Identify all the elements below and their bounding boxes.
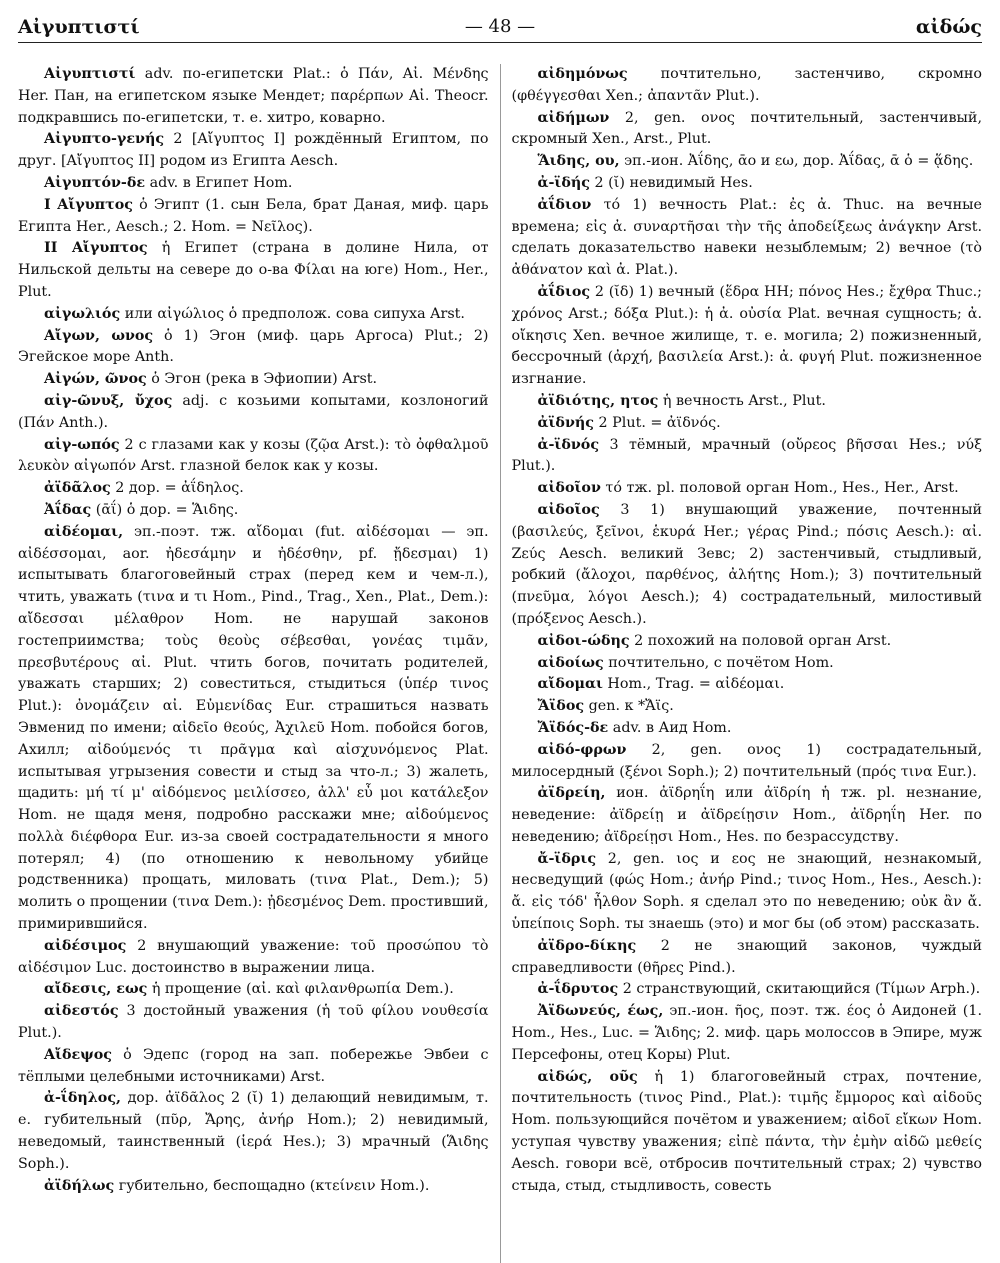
entry-definition: 2, gen. ονος 1) сострадательный, милосердный (ξένοι Soph.); 2) почтительный (πρός τινα Eur.). [511, 741, 982, 780]
entry-definition: 3 тёмный, мрачный (οὔρεος βῆσσαι Hes.; νύξ Plut.). [511, 436, 982, 475]
entry-definition: эп.-ион. Ἀΐδης, ᾱο и εω, дор. Ἀΐδας, ᾱ ὁ = ᾅδης. [619, 153, 974, 170]
dictionary-entry [512, 478, 983, 500]
dictionary-entry [512, 696, 983, 718]
dictionary-entry [512, 936, 983, 980]
dictionary-entry [512, 500, 983, 631]
entry-headword: ἀ-ϊδής [537, 174, 590, 191]
entry-headword: ἀϊδᾶλος [44, 480, 111, 497]
entry-definition: 2 с глазами как у козы (ζῷα Arst.): τὸ ὀφθαλμοῦ λευκὸν αἰγωπόν Arst. глазной белок как у козы. [18, 436, 489, 475]
dictionary-entry [512, 151, 983, 173]
entry-definition: 2 не знающий законов, чуждый справедливости (θῆρες Pind.). [511, 937, 982, 976]
entry-definition: эп.-поэт. тж. αἴδομαι (fut. αἰδέσομαι — эп. αἰδέσσομαι, aor. ἠδεσάμην и ἠδέσθην, pf. ᾔδεσμαι) 1) испытывать благоговейный страх (перед кем и чем-л.), чтить, уважать (τινα и τι Hom., Pind., Trag., Xen., Plat., Dem.): αἴδεσσαι μέλαθρον Hom. не нарушай законов гостеприимства; τοὺς θεοὺς σέβεσθαι, γονέας τιμᾶν, πρεσβυτέρους αἰ. Plut. чтить богов, почитать родителей, уважать старших; 2) совеститься, стыдиться (ὑπέρ τινος Plut.): ὀνομάζειν αἰ. Εὐμενίδας Eur. страшиться назвать Эвменид по имени; αἰδεῖο θεούς, Ἀχιλεῦ Hom. побойся богов, Ахилл; αἰδούμενός τι πρᾶγμα καὶ αἰσχυνόμενος Plat. испытывая угрызения совести и стыд за что-л.; 3) жалеть, щадить: μή τί μ' αἰδόμενος μειλίσσεο, ἀλλ' εὖ μοι κατάλεξον Hom. не щадя меня, подробно расскажи мне; αἰδούμενος πολλὰ διέφθορα Eur. из-за своей сострадательности я много потерял; 4) (по отношению к невольному убийце родственника) прощать, миловать (τινα Plat., Dem.); 5) молить о прощении (τινα Dem.): ᾐδεσμένος Dem. простивший, примирившийся. [18, 523, 489, 933]
dictionary-entry [512, 979, 983, 1001]
dictionary-entry [512, 783, 983, 848]
entry-headword: αἰδοῖον [537, 480, 601, 497]
dictionary-entry [512, 282, 983, 391]
entry-headword: Ἀϊδωνεύς, έως, [537, 1003, 664, 1020]
entry-headword: ἀΐδιον [537, 196, 592, 213]
dictionary-entry [18, 238, 489, 303]
entry-definition: (ᾱΐ) ὁ дор. = Ἅιδης. [91, 501, 239, 518]
entry-definition: 2, gen. ιος и εος не знающий, незнакомый, несведущий (φώς Hom.; ἀνήρ Pind.; τινος Hom., Hes., Aesch.): ἄ. εἰς τόδ' ἦλθον Soph. я сделал это по неведению; οὐκ ἂν ἄ. ὑπείποις Soph. ты знаешь (это) и мог бы (об этом) рассказать. [511, 850, 982, 933]
entry-definition: gen. к *Ἄϊς. [584, 698, 674, 715]
dictionary-entry [18, 1088, 489, 1175]
entry-definition: эп.-ион. ῆος, поэт. тж. έος ὁ Аидоней (1. Hom., Hes., Luc. = Ἅιδης; 2. миф. царь молоссов в Эпире, муж Персефоны, отец Коры) Plut. [511, 1003, 982, 1063]
entry-definition: 3 достойный уважения (ἡ τοῦ φίλου νουθεσία Plut.). [18, 1003, 489, 1042]
entry-headword: Αἴγων, ωνος [44, 327, 154, 344]
entry-headword: αἰδήμων [537, 109, 610, 126]
entry-definition: дор. ἀϊδᾶλος 2 (ῐ) 1) делающий невидимым, т. е. губительный (πῦρ, Ἄρης, ἀνήρ Hom.); 2) невидимый, неведомый, таинственный (ἱερά Hes.); 3) мрачный (Ἅιδης Soph.). [18, 1090, 489, 1172]
entry-definition: губительно, беспощадно (κτείνειν Hom.). [114, 1177, 430, 1194]
entry-definition: почтительно, с почётом Hom. [603, 654, 834, 671]
entry-headword: αἰδοίως [537, 654, 604, 671]
dictionary-entry [512, 631, 983, 653]
entry-definition: adv. в Египет Hom. [145, 174, 293, 191]
dictionary-entry [18, 369, 489, 391]
entry-headword: αἰγωλιός [44, 305, 121, 322]
entry-headword: αἰδέσιμος [44, 937, 127, 954]
dictionary-entry [512, 64, 983, 108]
entry-definition: ὁ Эдепс (город на зап. побережье Эвбеи с тёплыми целебными источниками) Arst. [18, 1046, 489, 1085]
entry-headword: αἰγ-ῶνυξ, ὔχος [44, 392, 173, 409]
entry-headword: Ἄϊδός-δε [537, 719, 609, 736]
entry-definition: ὁ 1) Эгон (миф. царь Аргоса) Plut.; 2) Эгейское море Anth. [18, 327, 489, 366]
entry-definition: adv. по-египетски Plat.: ὁ Πάν, Αἰ. Μένδης Her. Пан, на египетском языке Мендет; παρέρπων Αἰ. Theocr. подкравшись по-египетски, т. е. хитро, коварно. [18, 66, 489, 126]
entry-definition: Hom., Trag. = αἰδέομαι. [602, 676, 785, 693]
dictionary-entry [18, 522, 489, 936]
dictionary-entry [512, 391, 983, 413]
entry-headword: ἀΐδιος [537, 283, 591, 300]
dictionary-entry [18, 1001, 489, 1045]
dictionary-entry [512, 435, 983, 479]
entry-definition: почтительно, застенчиво, скромно (φθέγγεσθαι Xen.; ἀπαντᾶν Plut.). [511, 66, 982, 104]
dictionary-entry [18, 1045, 489, 1089]
header-right-word: αἰδώς [915, 16, 982, 38]
entry-headword: Αἰγυπτιστί [44, 66, 136, 82]
entry-headword: αἰδό-φρων [537, 741, 627, 758]
entry-definition: τό тж. pl. половой орган Hom., Hes., Her., Arst. [600, 480, 959, 497]
entry-definition: 2 дор. = ἀΐδηλος. [110, 480, 244, 497]
dictionary-entry [18, 979, 489, 1001]
dictionary-entry [18, 478, 489, 500]
entry-headword: αἴδεσις, εως [44, 981, 148, 998]
entry-definition: 2 (ῐ) невидимый Hes. [590, 174, 753, 191]
left-column [18, 64, 500, 1263]
entry-headword: Ἄϊδος [537, 698, 585, 715]
entry-definition: ὁ Эгипт (1. сын Бела, брат Даная, миф. царь Египта Her., Aesch.; 2. Hom. = Νεῖλος). [18, 196, 489, 235]
dictionary-entry [18, 195, 489, 239]
entry-headword: αἰδημόνως [537, 66, 628, 82]
dictionary-entry [512, 108, 983, 152]
entry-headword: αἰδεστός [44, 1003, 119, 1020]
entry-headword: Αἰγών, ῶνος [44, 371, 147, 388]
dictionary-entry [512, 674, 983, 696]
entry-headword: αἰδώς, οῦς [537, 1068, 638, 1085]
dictionary-entry [18, 500, 489, 522]
entry-headword: αἰδέομαι, [44, 523, 124, 540]
dictionary-entry [18, 304, 489, 326]
dictionary-entry [18, 391, 489, 435]
entry-headword: ἀϊδιότης, ητος [537, 392, 659, 409]
entry-headword: αἰγ-ωπός [44, 436, 120, 453]
page-number: — 48 — [464, 16, 536, 37]
entry-headword: Αἰγυπτο-γενής [44, 131, 165, 148]
entry-definition: adv. в Аид Hom. [608, 719, 732, 736]
entry-headword: ἀ-ΐδηλος, [44, 1090, 122, 1107]
entry-definition: ὁ Эгон (река в Эфиопии) Arst. [146, 371, 378, 388]
dictionary-entry [18, 435, 489, 479]
dictionary-entry [18, 936, 489, 980]
right-column [500, 64, 983, 1263]
entry-definition: 3 1) внушающий уважение, почтенный (βασιλεύς, ξεῖνοι, ἑκυρά Her.; γέρας Pind.; πόσις Aesch.): αἰ. Ζεύς Aesch. великий Зевс; 2) застенчивый, стыдливый, робкий (ἄλοχοι, παρθένος, ἀλήτης Hom.); 3) почтительный (πνεῦμα, λόγοι Aesch.); 4) сострадательный, милостивый (πρόξενος Aesch.). [511, 501, 982, 627]
dictionary-entry [512, 413, 983, 435]
entry-definition: 2 внушающий уважение: τοῦ προσώπου τὸ αἰδέσιμον Luc. достоинство в выражении лица. [18, 937, 489, 976]
entry-headword: Αἰγυπτόν-δε [44, 174, 146, 191]
dictionary-entry [512, 849, 983, 936]
dictionary-entry [18, 326, 489, 370]
dictionary-entry [512, 653, 983, 675]
dictionary-entry [18, 173, 489, 195]
entry-headword: αἰδοῖος [537, 501, 600, 518]
entry-definition: ἡ Египет (страна в долине Нила, от Нильской дельты на севере до о-ва Φίλαι на юге) Hom., Her., Plut. [18, 240, 489, 300]
entry-definition: 2 [Αἴγυπτος I] рождённый Египтом, по друг. [Αἴγυπτος II] родом из Египта Aesch. [18, 131, 489, 170]
entry-headword: ἀϊδρείη, [537, 785, 606, 802]
dictionary-entry [512, 1067, 983, 1198]
entry-headword: ἀϊδήλως [44, 1177, 115, 1194]
dictionary-entry [512, 1001, 983, 1066]
entry-headword: Ἀΐδας [44, 501, 92, 518]
entry-headword: ἄ-ϊδρις [537, 850, 597, 867]
entry-headword: ἀ-ΐδρυτος [537, 981, 619, 998]
entry-definition: 2 странствующий, скитающийся (Τίμων Arph.). [618, 981, 981, 998]
entry-definition: ион. ἀϊδρηΐη или ἀϊδρίη ἡ тж. pl. незнание, неведение: ἀϊδρείῃ и ἀϊδρείῃσιν Hom., ἀϊδρηΐη Her. по неведению; ἀϊδρείῃσι Hom., Hes. по безрассудству. [511, 785, 982, 845]
entry-headword: ἀ-ϊδνός [537, 436, 600, 453]
entry-headword: Αἴδεψος [44, 1046, 112, 1063]
entry-headword: Ἅιδης, ου, [537, 153, 620, 170]
entry-headword: αἰδοι-ώδης [537, 632, 630, 649]
dictionary-entry [18, 64, 489, 129]
running-header [18, 10, 982, 43]
entry-headword: ἀϊδρο-δίκης [537, 937, 637, 954]
entry-headword: ἀϊδνής [537, 414, 594, 431]
entry-definition: 2, gen. ονος почтительный, застенчивый, скромный Xen., Arst., Plut. [511, 109, 982, 148]
entry-definition: ἡ 1) благоговейный страх, почтение, почтительность (τινος Pind., Plat.): τιμῆς ἔμμορος καὶ αἰδοῦς Hom. пользующийся почётом и уважением; αἰδοῖ εἴκων Hom. уступая чувству уважения; εἰπὲ πάντα, τὴν ἐμὴν αἰδῶ μεθείς Aesch. говори всё, отбросив почтительный страх; 2) чувство стыда, стыд, стыдливость, совесть [511, 1068, 982, 1194]
entry-definition: τό 1) вечность Plat.: ἐς ἀ. Thuc. на вечные времена; εἰς ἀ. συναρτῆσαι τὴν τῆς ἀποδείξεως ἀνάγκην Arst. сделать доказательство навеки незыблемым; 2) вечное (τὸ ἀθάνατον καὶ ἀ. Plat.). [511, 196, 982, 279]
two-column-body [18, 64, 982, 1263]
dictionary-entry [512, 740, 983, 784]
entry-headword: I Αἴγυπτος [44, 196, 133, 213]
dictionary-entry [512, 718, 983, 740]
entry-definition: 2 похожий на половой орган Arst. [629, 632, 892, 649]
entry-headword: II Αἴγυπτος [44, 240, 148, 257]
entry-definition: adj. с козьими копытами, козлоногий (Πάν Anth.). [18, 392, 489, 431]
dictionary-entry [512, 173, 983, 195]
entry-headword: αἴδομαι [537, 676, 603, 693]
entry-definition: ἡ вечность Arst., Plut. [658, 392, 826, 409]
dictionary-entry [18, 1176, 489, 1198]
entry-definition: 2 (ῐδ) 1) вечный (ἕδρα HH; πόνος Hes.; ἔχθρα Thuc.; χρόνος Arst.; δόξα Plut.): ἡ ἀ. οὐσία Plat. вечная сущность; ἀ. οἴκησις Xen. вечное жилище, т. е. могила; 2) пожизненный, бессрочный (ἀρχή, βασιλεία Arst.): ἀ. φυγή Plut. пожизненное изгнание. [511, 283, 982, 388]
entry-definition: или αἰγώλιος ὁ предполож. сова сипуха Arst. [120, 305, 465, 322]
entry-definition: 2 Plut. = ἀϊδνός. [593, 414, 721, 431]
dictionary-entry [512, 195, 983, 282]
entry-definition: ἡ прощение (αἰ. καὶ φιλανθρωπία Dem.). [147, 981, 454, 998]
dictionary-entry [18, 129, 489, 173]
header-left-word: Αἰγυπτιστί [18, 16, 140, 38]
